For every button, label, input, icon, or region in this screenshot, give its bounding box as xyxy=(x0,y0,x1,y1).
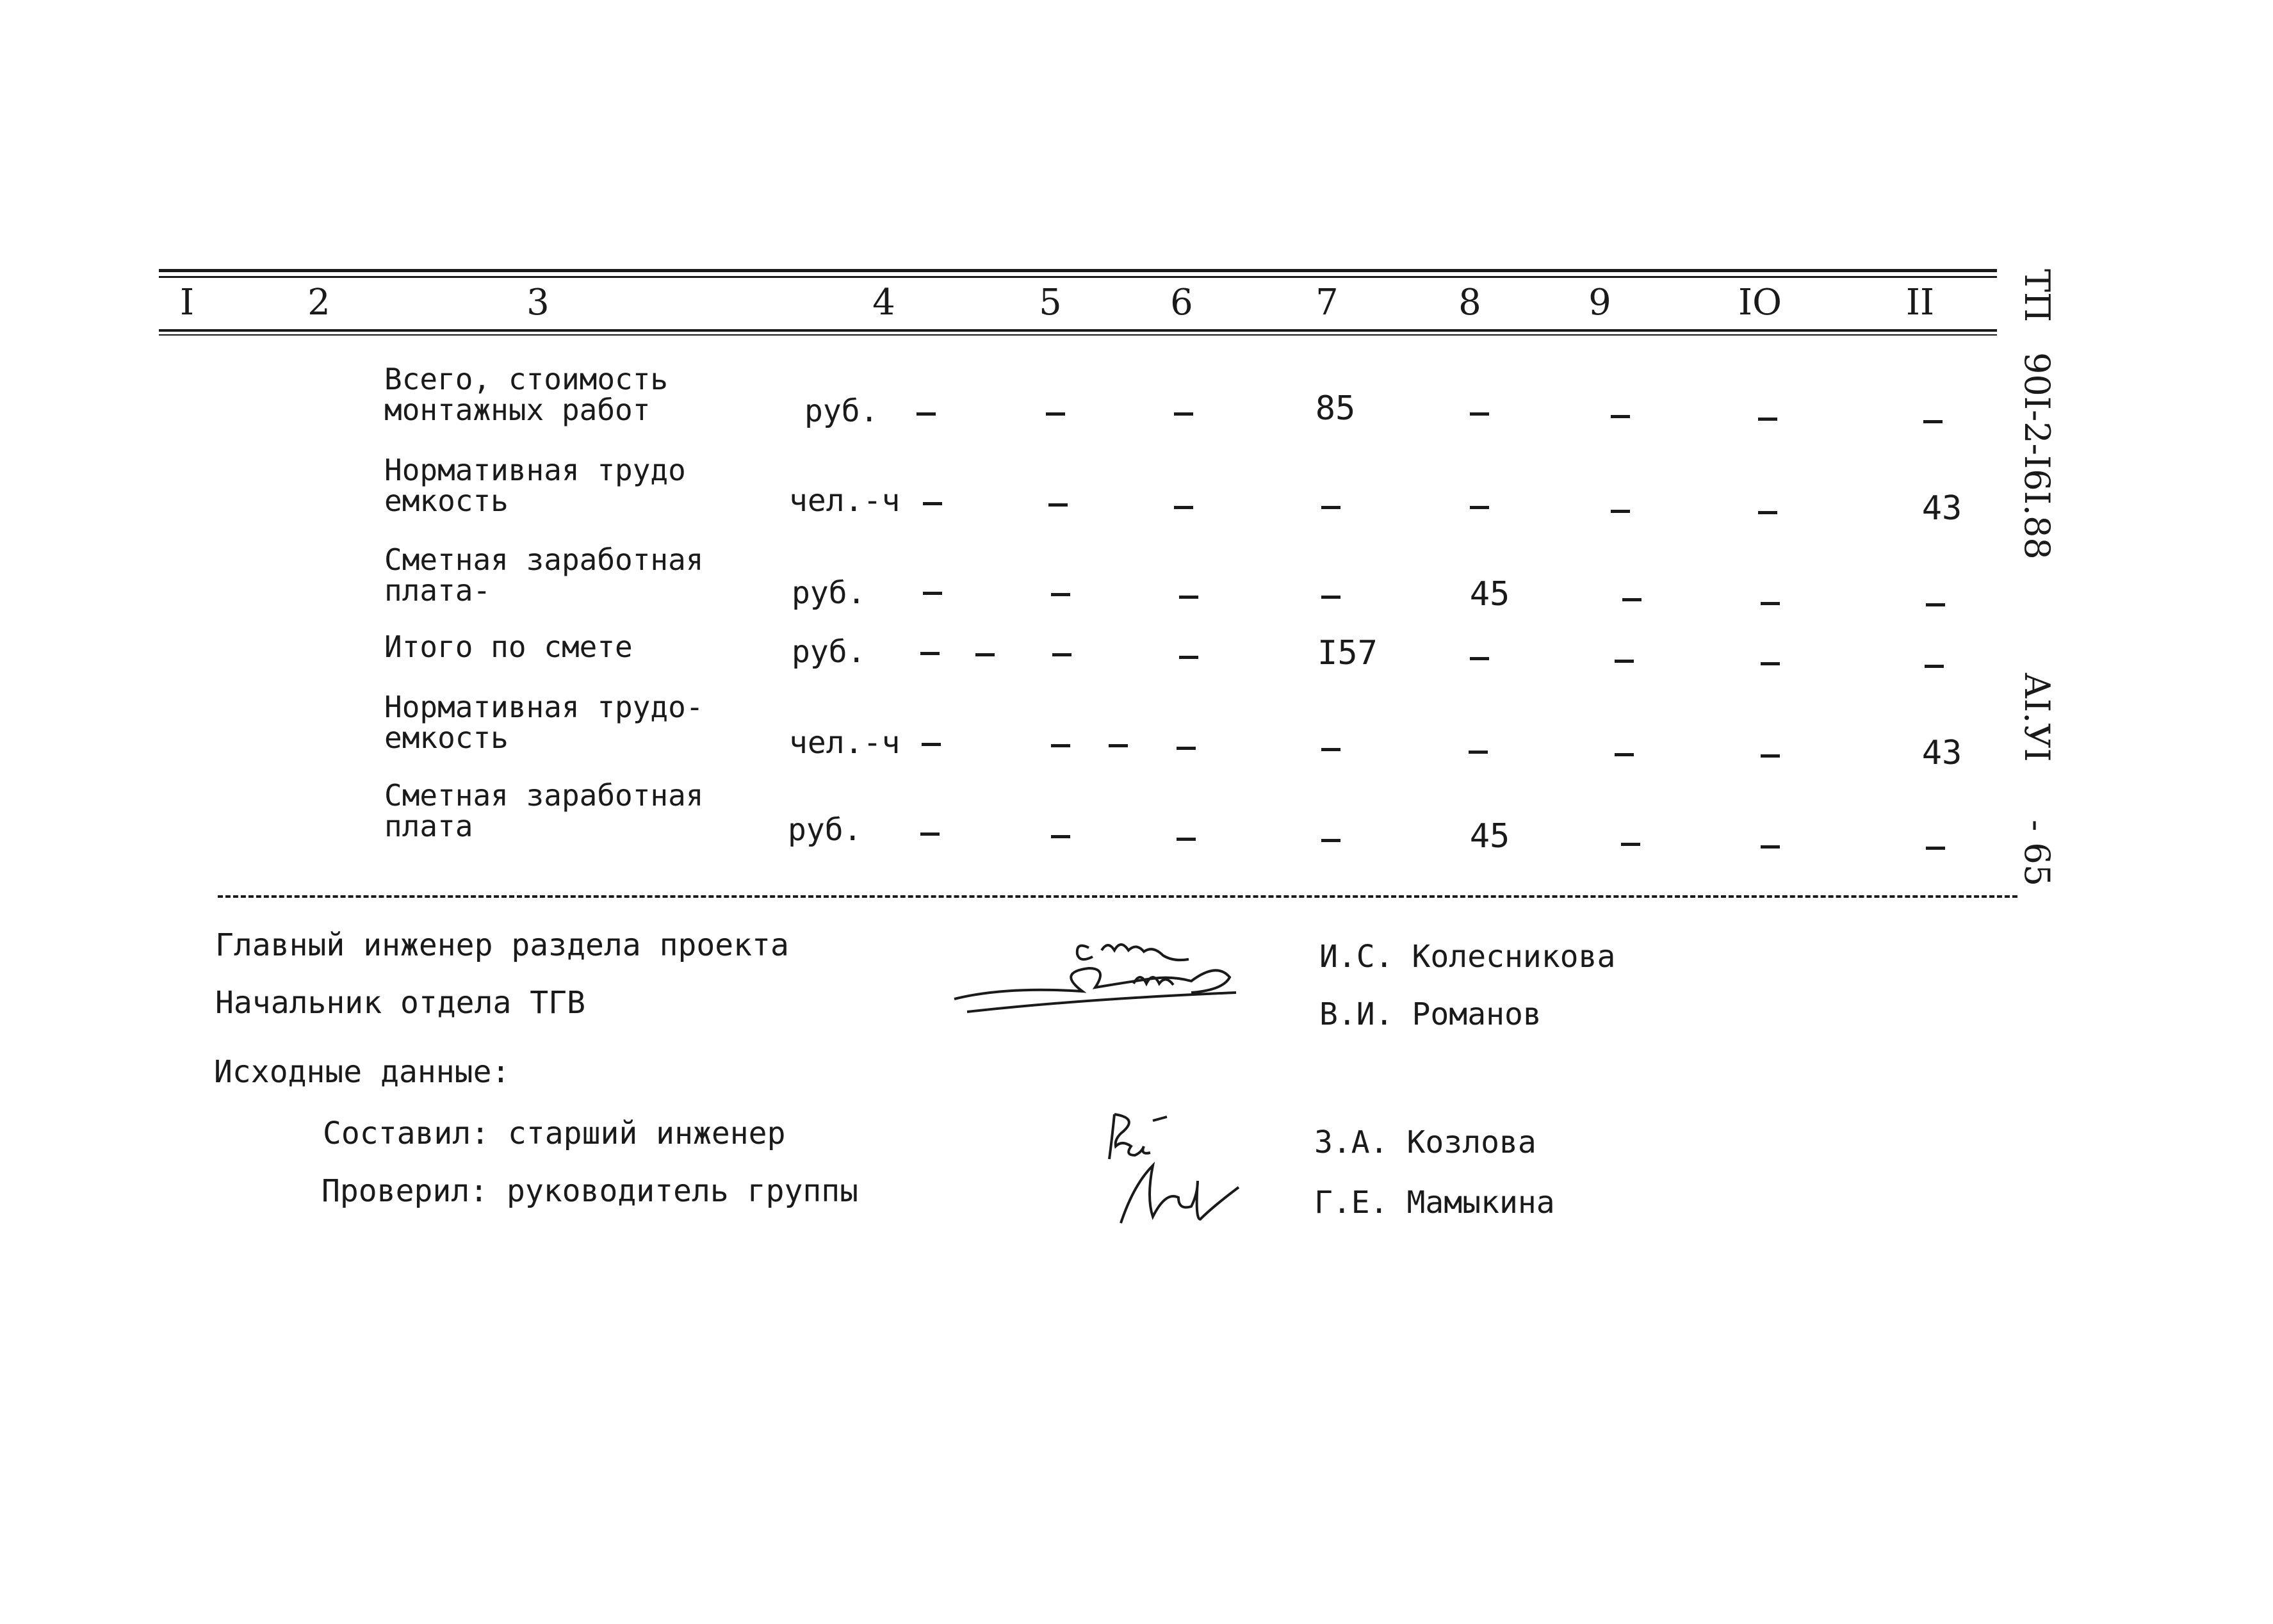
column-header-7: 7 xyxy=(1316,282,1339,323)
empty-cell-dash xyxy=(1761,845,1780,849)
checked-role: Проверил: руководитель группы xyxy=(322,1173,859,1209)
table-cell-value: I57 xyxy=(1317,634,1378,672)
row-label: Всего, стоимость монтажных работ xyxy=(384,362,669,427)
row-unit: руб. xyxy=(792,575,866,611)
compiled-name: З.А. Козлова xyxy=(1314,1125,1536,1160)
empty-cell-dash xyxy=(1758,418,1777,421)
source-data-label: Исходные данные: xyxy=(214,1054,510,1090)
header-bottom-rule-secondary xyxy=(159,334,1997,336)
empty-cell-dash xyxy=(1761,602,1780,605)
empty-cell-dash xyxy=(1761,662,1780,665)
empty-cell-dash xyxy=(1470,506,1489,509)
table-cell-value: 85 xyxy=(1315,389,1356,428)
column-header-5: 5 xyxy=(1039,282,1062,323)
row-unit: чел.-ч xyxy=(789,483,900,519)
empty-cell-dash xyxy=(1622,598,1642,601)
empty-cell-dash xyxy=(920,832,940,836)
checked-name: Г.Е. Мамыкина xyxy=(1314,1185,1555,1221)
empty-cell-dash xyxy=(975,653,995,656)
margin-page-number: - 65 xyxy=(2017,820,2057,887)
empty-cell-dash xyxy=(1174,506,1193,509)
column-header-3: 3 xyxy=(526,282,550,323)
table-top-rule xyxy=(159,269,1997,272)
empty-cell-dash xyxy=(1611,415,1630,418)
empty-cell-dash xyxy=(1470,412,1489,416)
column-header-8: 8 xyxy=(1458,282,1481,323)
table-bottom-rule xyxy=(218,895,2017,898)
column-header-2: 2 xyxy=(307,282,330,323)
column-header-6: 6 xyxy=(1170,282,1193,323)
empty-cell-dash xyxy=(1046,412,1065,416)
chief-engineer-role: Главный инженер раздела проекта xyxy=(215,927,789,963)
column-header-1: I xyxy=(179,282,195,323)
empty-cell-dash xyxy=(1615,753,1634,756)
table-cell-value: 45 xyxy=(1469,817,1510,856)
empty-cell-dash xyxy=(1321,596,1340,599)
row-unit: руб. xyxy=(792,634,866,670)
empty-cell-dash xyxy=(1321,839,1340,842)
empty-cell-dash xyxy=(922,743,941,746)
chief-engineer-name: И.С. Колесникова xyxy=(1319,939,1616,975)
empty-cell-dash xyxy=(920,652,940,655)
empty-cell-dash xyxy=(1321,748,1340,751)
dept-head-role: Начальник отдела ТГВ xyxy=(215,985,585,1021)
empty-cell-dash xyxy=(1048,503,1068,507)
margin-album: АI.УI xyxy=(2017,672,2057,762)
table-cell-value: 43 xyxy=(1921,734,1962,772)
empty-cell-dash xyxy=(1758,511,1777,514)
row-unit: чел.-ч xyxy=(789,725,900,761)
margin-project-number: 90I-2-I6I.88 xyxy=(2017,352,2057,560)
table-cell-value: 43 xyxy=(1921,489,1962,528)
table-cell-value: 45 xyxy=(1469,575,1510,613)
compiled-role: Составил: старший инженер xyxy=(323,1116,786,1151)
empty-cell-dash xyxy=(1179,596,1198,599)
row-label: Сметная заработная плата xyxy=(384,778,704,843)
empty-cell-dash xyxy=(1051,744,1070,747)
row-label: Сметная заработная плата- xyxy=(384,542,704,608)
empty-cell-dash xyxy=(1469,751,1488,754)
empty-cell-dash xyxy=(1923,420,1943,423)
empty-cell-dash xyxy=(1052,653,1071,656)
empty-cell-dash xyxy=(1179,656,1198,659)
empty-cell-dash xyxy=(1926,847,1945,850)
empty-cell-dash xyxy=(1109,744,1128,747)
empty-cell-dash xyxy=(1321,506,1340,509)
column-header-4: 4 xyxy=(872,282,895,323)
empty-cell-dash xyxy=(917,412,936,416)
empty-cell-dash xyxy=(1470,657,1489,660)
row-label: Итого по смете xyxy=(384,629,633,664)
dept-head-name: В.И. Романов xyxy=(1319,996,1542,1032)
empty-cell-dash xyxy=(923,592,942,595)
empty-cell-dash xyxy=(1925,665,1944,668)
header-bottom-rule xyxy=(159,329,1997,332)
column-header-9: 9 xyxy=(1588,282,1611,323)
row-label: Нормативная трудо- емкость xyxy=(384,690,704,755)
table-top-rule-secondary xyxy=(159,276,1997,278)
empty-cell-dash xyxy=(923,502,942,505)
empty-cell-dash xyxy=(1615,660,1634,663)
row-label: Нормативная трудо емкость xyxy=(384,453,686,518)
column-header-11: II xyxy=(1905,282,1935,323)
empty-cell-dash xyxy=(1177,747,1196,750)
row-unit: руб. xyxy=(804,393,879,429)
row-unit: руб. xyxy=(788,812,862,848)
empty-cell-dash xyxy=(1051,835,1070,838)
empty-cell-dash xyxy=(1174,412,1193,416)
empty-cell-dash xyxy=(1051,593,1070,596)
empty-cell-dash xyxy=(1611,510,1630,513)
empty-cell-dash xyxy=(1177,838,1196,841)
margin-stamp xyxy=(2017,269,2101,922)
margin-code: ТП xyxy=(2017,269,2057,323)
column-header-10: IO xyxy=(1738,282,1782,323)
empty-cell-dash xyxy=(1621,843,1640,846)
signature-chief-engineer xyxy=(941,922,1287,1037)
empty-cell-dash xyxy=(1926,603,1945,606)
empty-cell-dash xyxy=(1761,754,1780,758)
signature-compiled xyxy=(1102,1108,1281,1230)
